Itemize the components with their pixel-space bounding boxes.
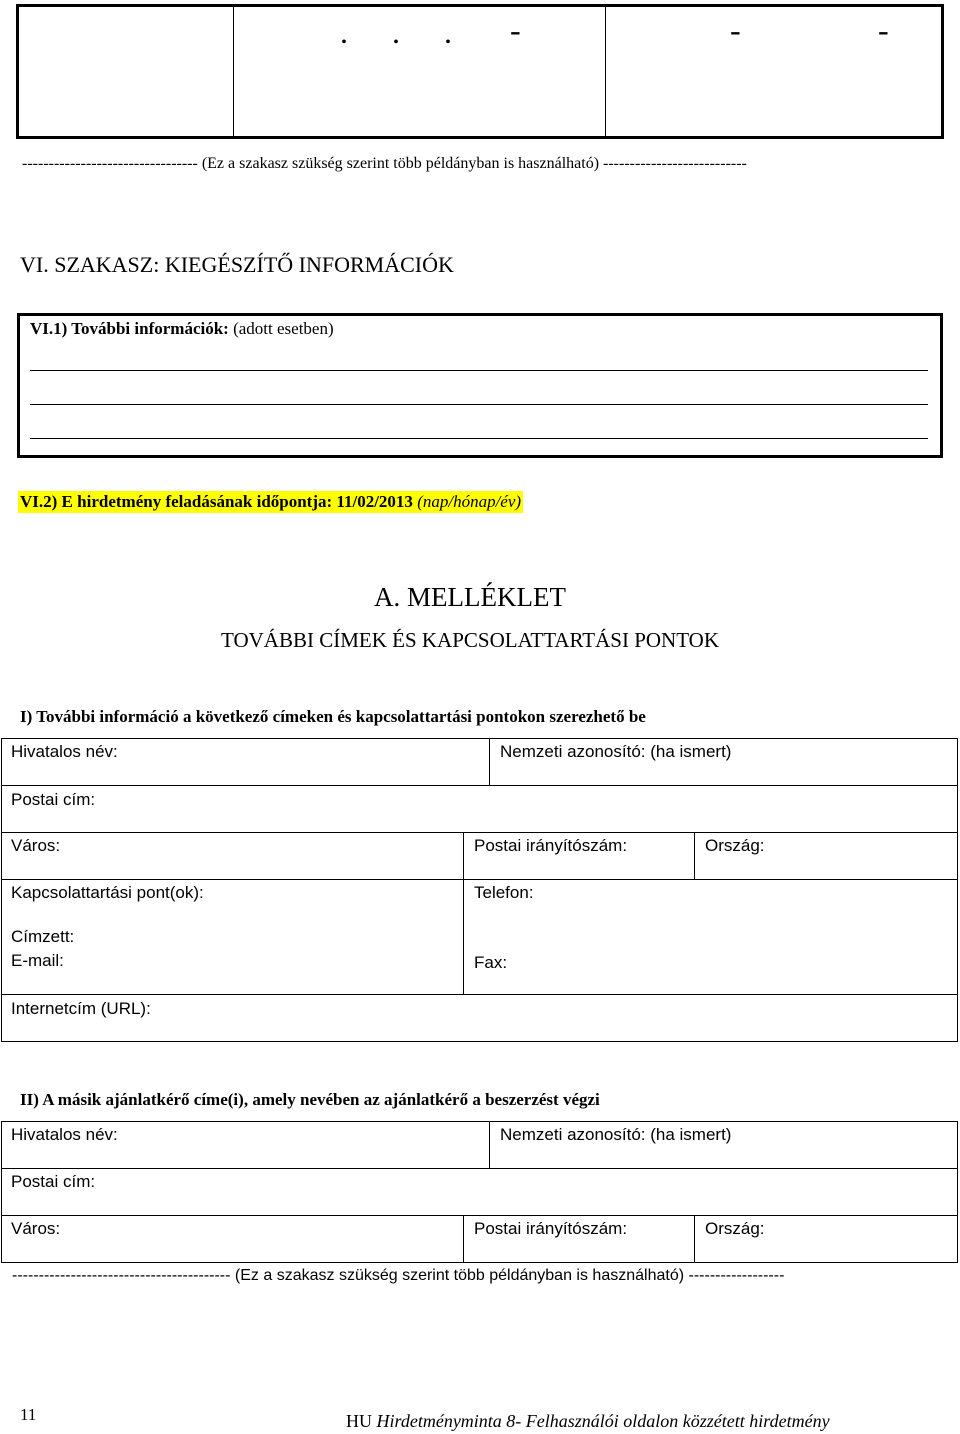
part1-heading: I) További információ a következő címeken és kapcsolattartási pontokon szerezhető be: [20, 707, 646, 726]
national-id-label: Nemzeti azonosító: (ha ismert): [500, 1125, 732, 1144]
date-dash: -: [730, 12, 741, 48]
section6-title: VI. SZAKASZ: KIEGÉSZÍTŐ INFORMÁCIÓK: [20, 252, 454, 277]
postal-code-label: Postai irányítószám:: [474, 836, 628, 855]
annex-title: A. MELLÉKLET: [374, 582, 566, 612]
blank-line: [30, 438, 928, 439]
section-repeat-note: [12, 1267, 784, 1285]
item2-format: (nap/hónap/év): [417, 492, 522, 511]
item1-note: (adott esetben): [233, 319, 334, 338]
part2-heading: II) A másik ajánlatkérő címe(i), amely nevében az ajánlatkérő a beszerzést végzi: [20, 1090, 600, 1109]
dash-line: ------------------: [688, 1267, 785, 1284]
repeat-note-text: (Ez a szakasz szükség szerint több példányban is használható): [201, 155, 600, 172]
page-number: 11: [20, 1405, 37, 1424]
postal-address-label: Postai cím:: [11, 790, 96, 809]
email-label: E-mail:: [11, 951, 64, 970]
dash-line: -----------------------------------------: [12, 1267, 231, 1284]
attention-label: Címzett:: [11, 927, 75, 946]
cell-divider: [463, 879, 464, 995]
section-repeat-note: [22, 155, 747, 173]
annex-subtitle: TOVÁBBI CÍMEK ÉS KAPCSOLATTARTÁSI PONTOK: [221, 628, 719, 652]
repeat-note-text: (Ez a szakasz szükség szerint több példányban is használható): [234, 1267, 685, 1284]
row-postal-address: [1, 1168, 958, 1216]
cell-divider: [489, 1121, 490, 1169]
official-name-label: Hivatalos név:: [11, 1125, 118, 1144]
postal-address-label: Postai cím:: [11, 1172, 96, 1191]
footer-text: [346, 1411, 830, 1432]
contact-points-label: Kapcsolattartási pont(ok):: [11, 883, 204, 902]
postal-code-label: Postai irányítószám:: [474, 1219, 628, 1238]
row-official-name: [1, 738, 958, 786]
cell-divider: [489, 738, 490, 786]
national-id-label: Nemzeti azonosító: (ha ismert): [500, 742, 732, 761]
country-label: Ország:: [705, 1219, 765, 1238]
dash-line: ---------------------------------: [22, 155, 198, 172]
date-dash: -: [510, 12, 521, 48]
date-dash: -: [878, 12, 889, 48]
item2-label: VI.2) E hirdetmény feladásának időpontja: 11/02/2013: [20, 492, 413, 511]
blank-line: [30, 404, 928, 405]
section6-item1: [30, 319, 334, 339]
cell-divider: [694, 832, 695, 880]
cell-divider: [694, 1215, 695, 1263]
telephone-label: Telefon:: [474, 883, 534, 902]
top-box-divider: [605, 4, 606, 139]
internet-label: Internetcím (URL):: [11, 999, 151, 1018]
item1-label: VI.1) További információk:: [30, 319, 229, 338]
row-postal-address: [1, 785, 958, 833]
city-label: Város:: [11, 836, 61, 855]
footer-prefix: HU: [346, 1411, 372, 1431]
row-official-name: [1, 1121, 958, 1169]
city-label: Város:: [11, 1219, 61, 1238]
footer-title: Hirdetményminta 8- Felhasználói oldalon közzétett hirdetmény: [376, 1411, 830, 1431]
top-box-divider: [233, 4, 234, 139]
cell-divider: [463, 1215, 464, 1263]
section6-item2: [18, 491, 523, 513]
blank-line: [30, 370, 928, 371]
date-dots: . . .: [340, 14, 470, 50]
fax-label: Fax:: [474, 953, 508, 972]
country-label: Ország:: [705, 836, 765, 855]
cell-divider: [463, 832, 464, 880]
top-date-box: [16, 4, 944, 139]
official-name-label: Hivatalos név:: [11, 742, 118, 761]
dash-line: ---------------------------: [603, 155, 747, 172]
